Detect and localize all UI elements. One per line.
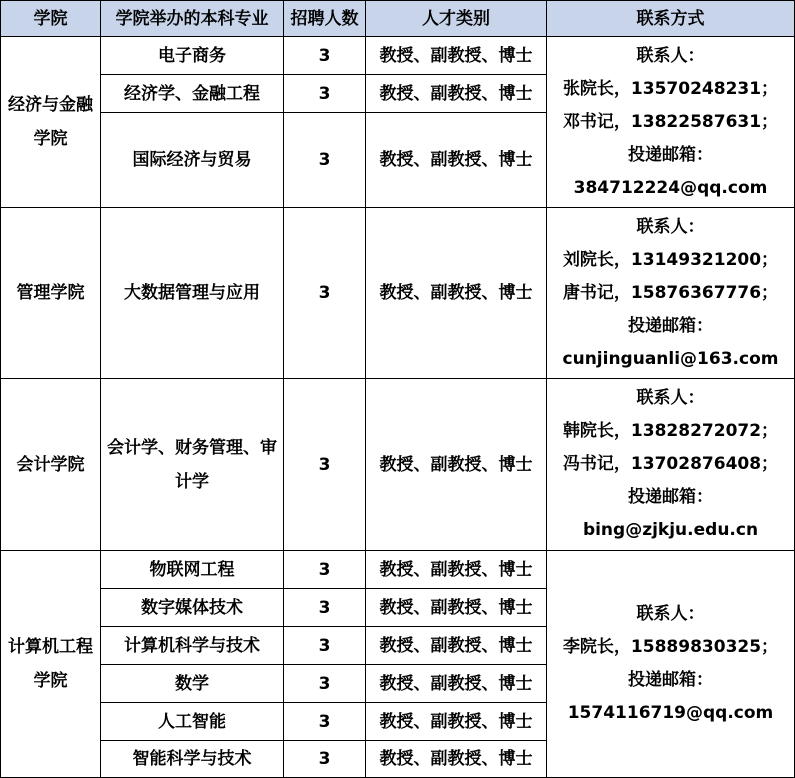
contact-line: 1574116719@qq.com (567, 703, 774, 723)
header-count: 招聘人数 (284, 1, 366, 37)
major-cell: 大数据管理与应用 (101, 208, 284, 379)
count-cell: 3 (284, 379, 366, 551)
header-college: 学院 (1, 1, 101, 37)
contact-line: 投递邮箱： (628, 144, 713, 165)
contact-line: 投递邮箱： (628, 670, 713, 690)
major-cell: 数字媒体技术 (101, 589, 284, 627)
count-cell: 3 (284, 551, 366, 589)
college-name: 经济与金融学院 (1, 37, 101, 208)
contact-line: 韩院长，13828272072； (562, 421, 779, 441)
header-major: 学院举办的本科专业 (101, 1, 284, 37)
contact-line: 唐书记，15876367776； (562, 282, 779, 303)
contact-line: 李院长，15889830325； (562, 637, 779, 657)
header-row (1, 1, 795, 37)
header-contact: 联系方式 (547, 1, 795, 37)
category-cell: 教授、副教授、博士 (366, 208, 547, 379)
college-name: 计算机工程学院 (1, 551, 101, 778)
contact-line: 冯书记，13702876408； (562, 454, 779, 474)
count-cell: 3 (284, 208, 366, 379)
table-row (1, 379, 795, 551)
count-cell: 3 (284, 75, 366, 113)
count-cell: 3 (284, 37, 366, 75)
count-cell: 3 (284, 741, 366, 778)
major-cell: 智能科学与技术 (101, 741, 284, 778)
category-cell: 教授、副教授、博士 (366, 589, 547, 627)
major-cell: 人工智能 (101, 703, 284, 741)
contact-line: 联系人： (636, 604, 705, 624)
major-cell: 物联网工程 (101, 551, 284, 589)
contact-cell (547, 208, 795, 379)
major-cell: 经济学、金融工程 (101, 75, 284, 113)
header-category: 人才类别 (366, 1, 547, 37)
category-cell: 教授、副教授、博士 (366, 551, 547, 589)
table-row (1, 208, 795, 379)
contact-line: 投递邮箱： (628, 315, 713, 336)
contact-line: bing@zjkju.edu.cn (582, 520, 759, 540)
college-name: 管理学院 (1, 208, 101, 379)
contact-line: cunjinguanli@163.com (562, 348, 779, 369)
contact-cell (547, 551, 795, 778)
contact-line: 联系人： (636, 388, 705, 408)
major-cell: 会计学、财务管理、审计学 (101, 379, 284, 551)
contact-line: 联系人： (636, 45, 705, 66)
contact-line: 投递邮箱： (628, 487, 713, 507)
contact-line: 联系人： (636, 216, 705, 237)
category-cell: 教授、副教授、博士 (366, 703, 547, 741)
contact-cell (547, 37, 795, 208)
table-row (1, 551, 795, 589)
college-name: 会计学院 (1, 379, 101, 551)
category-cell: 教授、副教授、博士 (366, 741, 547, 778)
major-cell: 数学 (101, 665, 284, 703)
category-cell: 教授、副教授、博士 (366, 113, 547, 208)
count-cell: 3 (284, 589, 366, 627)
category-cell: 教授、副教授、博士 (366, 627, 547, 665)
category-cell: 教授、副教授、博士 (366, 665, 547, 703)
contact-line: 刘院长，13149321200； (562, 249, 779, 270)
count-cell: 3 (284, 665, 366, 703)
category-cell: 教授、副教授、博士 (366, 75, 547, 113)
contact-line: 邓书记，13822587631； (562, 111, 779, 132)
table-row (1, 37, 795, 75)
contact-cell (547, 379, 795, 551)
category-cell: 教授、副教授、博士 (366, 379, 547, 551)
count-cell: 3 (284, 113, 366, 208)
contact-line: 张院长，13570248231； (562, 78, 779, 99)
category-cell: 教授、副教授、博士 (366, 37, 547, 75)
major-cell: 计算机科学与技术 (101, 627, 284, 665)
count-cell: 3 (284, 703, 366, 741)
count-cell: 3 (284, 627, 366, 665)
contact-line: 384712224@qq.com (573, 177, 768, 198)
major-cell: 电子商务 (101, 37, 284, 75)
major-cell: 国际经济与贸易 (101, 113, 284, 208)
